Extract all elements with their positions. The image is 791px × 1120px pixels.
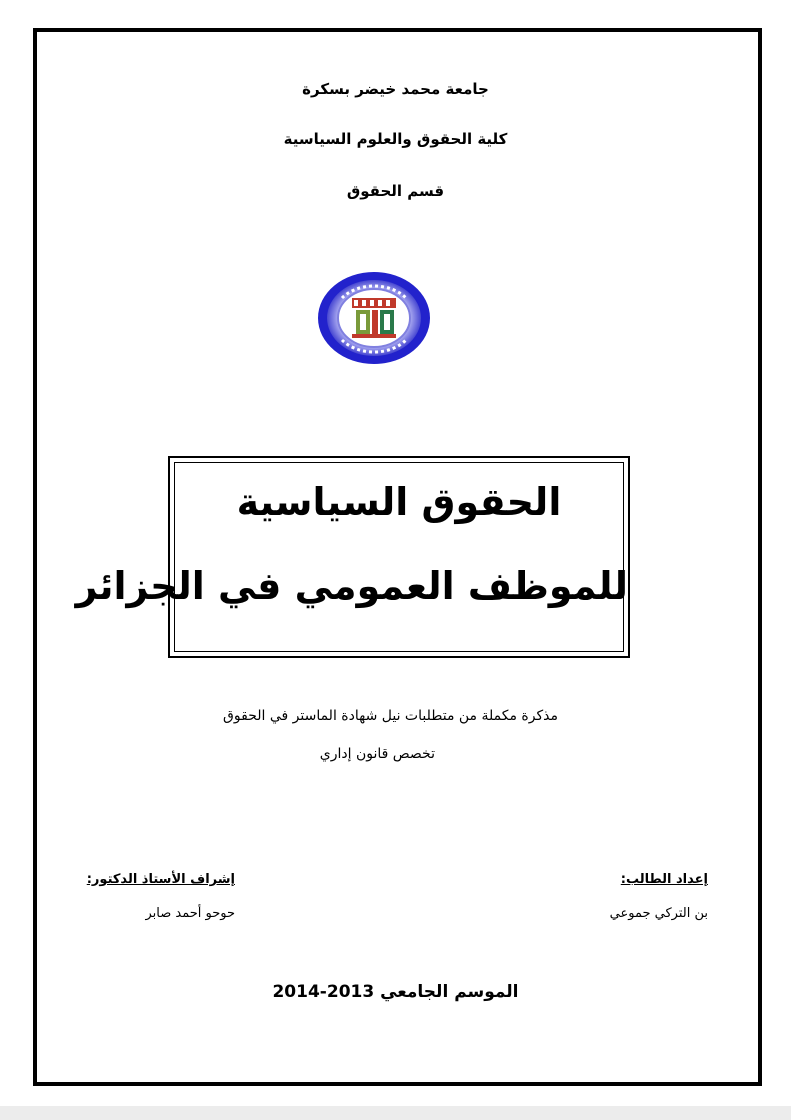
thesis-description: مذكرة مكملة من متطلبات نيل شهادة الماستر في الحقوق (223, 708, 558, 724)
department-name: قسم الحقوق (346, 182, 445, 200)
student-name: بن التركي جموعي (609, 906, 708, 921)
faculty-name: كلية الحقوق والعلوم السياسية (283, 130, 508, 148)
viewer-bottom-strip (0, 1106, 791, 1120)
supervisor-label: إشراف الأستاذ الدكتور: (86, 872, 235, 887)
university-name: جامعة محمد خيضر بسكرة (302, 80, 489, 98)
specialization: تخصص قانون إداري (319, 746, 435, 762)
university-emblem-icon (314, 268, 434, 370)
student-label: إعداد الطالب: (620, 872, 708, 887)
supervisor-name: حوحو أحمد صابر (145, 906, 235, 921)
academic-year: الموسم الجامعي 2013-2014 (272, 982, 519, 1002)
thesis-title-line-1: الحقوق السياسية (236, 480, 562, 524)
title-frame (75, 456, 630, 658)
thesis-title-line-2: للموظف العمومي في الجزائر (75, 564, 628, 608)
